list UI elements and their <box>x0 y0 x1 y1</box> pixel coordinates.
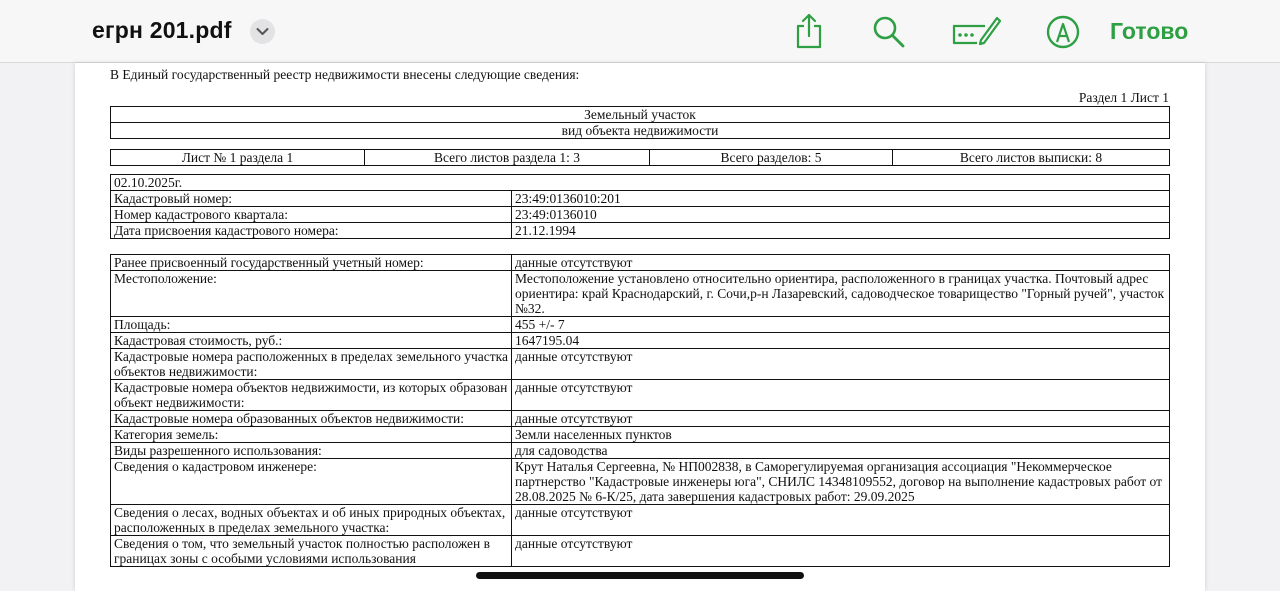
row-value: 1647195.04 <box>512 333 1170 349</box>
row-label: Ранее присвоенный государственный учетный номер: <box>111 255 512 271</box>
table-row <box>111 223 1170 239</box>
row-value: данные отсутствуют <box>512 505 1170 536</box>
markup-circle-icon[interactable] <box>1046 15 1080 54</box>
row-label: Местоположение: <box>111 271 512 317</box>
row-value: данные отсутствуют <box>512 536 1170 567</box>
row-value: 23:49:0136010:201 <box>512 191 1170 207</box>
row-label: Кадастровые номера образованных объектов недвижимости: <box>111 411 512 427</box>
extract-date: 02.10.2025г. <box>111 175 1170 191</box>
intro-text: В Единый государственный реестр недвижимости внесены следующие сведения: <box>110 67 580 82</box>
object-subtitle: вид объекта недвижимости <box>111 123 1170 139</box>
table-row <box>111 536 1170 567</box>
row-value: Земли населенных пунктов <box>512 427 1170 443</box>
object-type-header <box>110 106 1170 139</box>
row-value: для садоводства <box>512 443 1170 459</box>
row-label: Сведения о кадастровом инженере: <box>111 459 512 505</box>
table-row <box>111 459 1170 505</box>
row-value: Местоположение установлено относительно ориентира, расположенного в границах участка. Почтовый адрес ориентира: край Краснодарский, г. Сочи,р-н Лазаревский, садоводческое товарищество "Горный ручей", участок №32. <box>512 271 1170 317</box>
row-value: данные отсутствуют <box>512 411 1170 427</box>
markup-pen-icon[interactable] <box>951 14 1001 53</box>
sheet-info-cell: Всего листов выписки: 8 <box>893 150 1170 166</box>
row-label: Дата присвоения кадастрового номера: <box>111 223 512 239</box>
row-label: Кадастровые номера объектов недвижимости, из которых образован объект недвижимости: <box>111 380 512 411</box>
document-title[interactable]: егрн 201.pdf <box>92 17 232 43</box>
home-indicator[interactable] <box>476 572 804 579</box>
row-label: Площадь: <box>111 317 512 333</box>
row-label: Сведения о лесах, водных объектах и об иных природных объектах, расположенных в пределах земельного участка: <box>111 505 512 536</box>
table-row <box>111 443 1170 459</box>
table-row <box>111 427 1170 443</box>
share-icon[interactable] <box>794 13 824 54</box>
row-label: Виды разрешенного использования: <box>111 443 512 459</box>
sheet-info-cell: Всего листов раздела 1: 3 <box>365 150 650 166</box>
section-reference: Раздел 1 Лист 1 <box>1078 90 1169 105</box>
table-row <box>111 333 1170 349</box>
row-label: Кадастровые номера расположенных в пределах земельного участка объектов недвижимости: <box>111 349 512 380</box>
row-value: данные отсутствуют <box>512 349 1170 380</box>
chevron-down-icon[interactable] <box>250 19 275 44</box>
row-label: Кадастровая стоимость, руб.: <box>111 333 512 349</box>
row-label: Сведения о том, что земельный участок полностью расположен в границах зоны с особыми условиями использования <box>111 536 512 567</box>
table-row <box>111 349 1170 380</box>
details-table <box>110 254 1170 567</box>
table-row <box>111 411 1170 427</box>
pdf-page <box>75 63 1205 591</box>
sheet-info-cell: Всего разделов: 5 <box>650 150 893 166</box>
row-label: Кадастровый номер: <box>111 191 512 207</box>
top-toolbar <box>0 0 1280 63</box>
row-value: Крут Наталья Сергеевна, № НП002838, в Саморегулируемая организация ассоциация "Некоммерческое партнерство "Кадастровые инженеры юга", СНИЛС 14348109552, договор на выполнение кадастровых работ от 28.08.2025 № 6-К/25, дата завершения кадастровых работ: 29.09.2025 <box>512 459 1170 505</box>
done-button[interactable]: Готово <box>1110 18 1189 44</box>
sheet-info-cell: Лист № 1 раздела 1 <box>111 150 365 166</box>
table-row <box>111 191 1170 207</box>
table-row <box>111 207 1170 223</box>
row-value: данные отсутствуют <box>512 255 1170 271</box>
search-icon[interactable] <box>872 15 906 54</box>
identification-table <box>110 174 1170 239</box>
object-title: Земельный участок <box>111 107 1170 123</box>
table-row <box>111 505 1170 536</box>
table-row <box>111 380 1170 411</box>
row-value: 455 +/- 7 <box>512 317 1170 333</box>
row-value: 21.12.1994 <box>512 223 1170 239</box>
row-value: 23:49:0136010 <box>512 207 1170 223</box>
row-value: данные отсутствуют <box>512 380 1170 411</box>
table-row <box>111 317 1170 333</box>
row-label: Номер кадастрового квартала: <box>111 207 512 223</box>
table-row <box>111 271 1170 317</box>
sheet-info-table <box>110 149 1170 166</box>
table-row <box>111 255 1170 271</box>
row-label: Категория земель: <box>111 427 512 443</box>
